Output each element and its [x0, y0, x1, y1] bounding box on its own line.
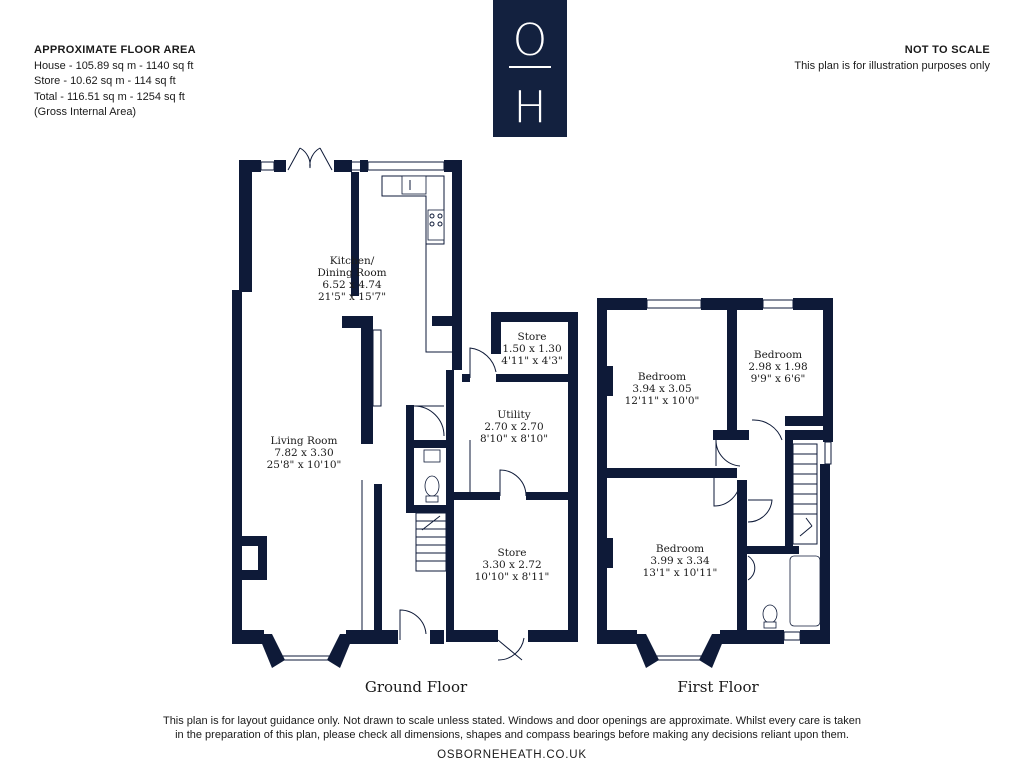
- wall: [406, 405, 414, 445]
- wall: [232, 630, 264, 644]
- store-large-imperial: 10'10" x 8'11": [474, 571, 550, 583]
- wall: [713, 430, 737, 440]
- store-large-metric: 3.30 x 2.72: [482, 559, 542, 571]
- wall: [785, 416, 823, 426]
- kitchen-name-1: Kitchen/: [329, 255, 375, 267]
- utility-imperial: 8'10" x 8'10": [479, 433, 549, 445]
- first-floor-plan: [597, 298, 833, 696]
- kitchen-imperial: 21'5" x 15'7": [317, 291, 387, 303]
- disclaimer-line-1: This plan is for layout guidance only. Not drawn to scale unless stated. Windows and door openings are approximate. Whilst every care is taken: [162, 715, 862, 727]
- wall: [526, 492, 578, 500]
- store-small-metric: 1.50 x 1.30: [502, 343, 562, 355]
- wall: [607, 468, 737, 478]
- bedroom3-name: Bedroom: [655, 543, 705, 555]
- bedroom1-metric: 3.94 x 3.05: [632, 383, 692, 395]
- disclaimer: [0, 714, 1024, 742]
- wall: [432, 316, 452, 326]
- living-metric: 7.82 x 3.30: [274, 447, 334, 459]
- window: [825, 442, 831, 464]
- toilet: [425, 476, 439, 496]
- utility-metric: 2.70 x 2.70: [484, 421, 544, 433]
- bedroom2-name: Bedroom: [753, 349, 803, 361]
- window: [763, 300, 793, 308]
- floor-area-total: Total - 116.51 sq m - 1254 sq ft: [34, 90, 185, 103]
- wall: [597, 630, 637, 644]
- door-swing: [716, 440, 740, 466]
- chimney-breast: [373, 330, 381, 406]
- bath: [790, 556, 820, 626]
- wall: [274, 160, 286, 172]
- door-swing: [748, 500, 772, 522]
- wall: [737, 480, 747, 644]
- wall: [491, 312, 501, 354]
- wall: [785, 430, 823, 440]
- bedroom2-metric: 2.98 x 1.98: [748, 361, 808, 373]
- website-link[interactable]: OSBORNEHEATH.CO.UK: [437, 749, 587, 761]
- door-swing: [752, 420, 782, 440]
- toilet: [763, 605, 777, 623]
- wall: [462, 374, 470, 382]
- bedroom1-name: Bedroom: [637, 371, 687, 383]
- wall: [568, 312, 578, 642]
- kitchen-name-2: Dining Room: [317, 267, 387, 279]
- wc-basin: [424, 450, 440, 462]
- living-imperial: 25'8" x 10'10": [266, 459, 342, 471]
- french-door-right: [310, 148, 332, 170]
- sink: [402, 176, 426, 194]
- wall: [701, 298, 763, 310]
- floor-area-house: House - 105.89 sq m - 1140 sq ft: [34, 59, 194, 72]
- bedroom3-imperial: 13'1" x 10'11": [642, 567, 718, 579]
- logo-letter-bottom: H: [513, 82, 547, 133]
- wall: [430, 630, 444, 644]
- wall: [446, 370, 454, 510]
- wall: [446, 492, 500, 500]
- door-swing: [414, 406, 444, 436]
- living-name: Living Room: [270, 435, 338, 447]
- wall: [374, 484, 382, 634]
- store-large-name: Store: [497, 547, 527, 559]
- bay-corner: [258, 634, 285, 668]
- scale-text: This plan is for illustration purposes only: [794, 59, 990, 72]
- wall: [239, 160, 252, 292]
- bay-corner: [327, 634, 354, 668]
- wall: [334, 160, 352, 172]
- bay-corner: [632, 634, 659, 668]
- wall: [820, 464, 830, 644]
- first-stairs: [793, 444, 817, 544]
- wall: [406, 440, 414, 510]
- door-swing: [714, 478, 740, 506]
- wall: [785, 440, 793, 554]
- wall: [597, 298, 607, 644]
- wall: [380, 630, 398, 644]
- logo-letter-top: O: [512, 15, 548, 66]
- floor-area-note: (Gross Internal Area): [34, 106, 137, 118]
- chimney: [607, 366, 613, 396]
- wall: [720, 630, 784, 644]
- scale-heading: NOT TO SCALE: [904, 44, 990, 56]
- wall: [737, 430, 749, 440]
- bedroom1-imperial: 12'11" x 10'0": [624, 395, 700, 407]
- wall: [258, 536, 267, 580]
- toilet-cistern: [764, 622, 776, 628]
- bedroom3-metric: 3.99 x 3.34: [650, 555, 710, 567]
- wall: [452, 160, 462, 370]
- utility-name: Utility: [497, 409, 531, 421]
- store-small-name: Store: [517, 331, 547, 343]
- window: [647, 300, 701, 308]
- bedroom2-imperial: 9'9" x 6'6": [750, 373, 806, 385]
- ground-stairs: [416, 513, 446, 571]
- french-door-left: [288, 148, 310, 170]
- window: [261, 162, 274, 170]
- basin: [748, 556, 755, 580]
- first-floor-label: First Floor: [677, 678, 759, 696]
- kitchen-metric: 6.52 x 4.74: [322, 279, 382, 291]
- wall: [232, 296, 242, 634]
- ground-floor-plan: [232, 148, 578, 696]
- ground-floor-label: Ground Floor: [364, 678, 468, 696]
- window: [368, 162, 444, 170]
- wall: [727, 310, 737, 436]
- wall: [360, 160, 368, 172]
- store-door: [500, 470, 526, 496]
- front-door: [400, 610, 426, 640]
- wall: [800, 630, 830, 644]
- wall: [496, 374, 578, 382]
- store-small-imperial: 4'11" x 4'3": [501, 355, 563, 367]
- chimney: [607, 538, 613, 568]
- wall: [446, 500, 454, 642]
- wall: [823, 298, 833, 442]
- floor-area-heading: APPROXIMATE FLOOR AREA: [34, 44, 196, 56]
- window: [784, 632, 800, 640]
- disclaimer-line-2: in the preparation of this plan, please check all dimensions, shapes and compass bearings before making any decisions reliant upon them.: [175, 729, 849, 741]
- toilet-cistern: [426, 496, 438, 502]
- floor-area-store: Store - 10.62 sq m - 114 sq ft: [34, 75, 176, 87]
- store-door: [498, 638, 524, 660]
- wall: [361, 316, 373, 444]
